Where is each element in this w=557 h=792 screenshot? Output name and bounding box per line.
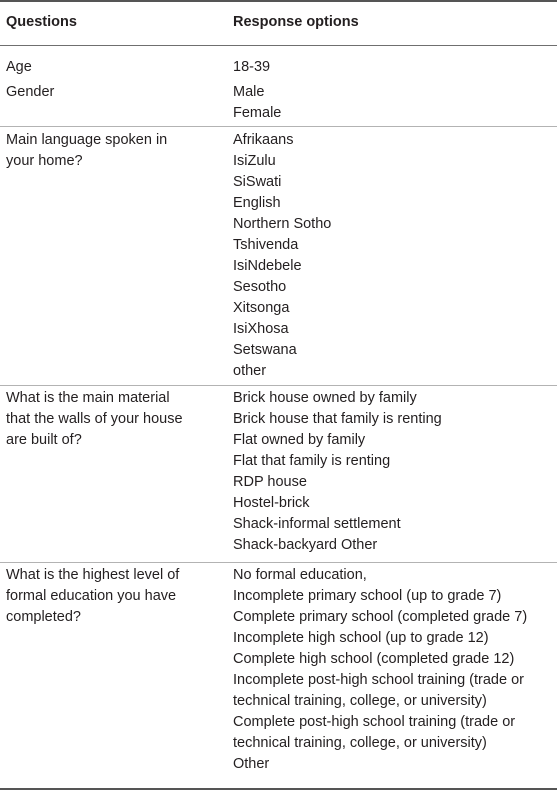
question-cell xyxy=(6,388,216,451)
table-header xyxy=(0,0,557,45)
option-line: Northern Sotho xyxy=(233,216,332,232)
option-line: Female xyxy=(233,105,282,121)
option-line: English xyxy=(233,195,281,211)
option-line: other xyxy=(233,363,267,379)
option-line: technical training, college, or university) xyxy=(233,735,487,751)
option-line: Incomplete post-high school training (trade or xyxy=(233,672,524,688)
question-line: your home? xyxy=(6,153,83,169)
option-line: RDP house xyxy=(233,474,307,490)
option-line: IsiZulu xyxy=(233,153,276,169)
question-cell xyxy=(6,565,216,628)
header-questions: Questions xyxy=(6,14,77,30)
table-bottom-rule xyxy=(0,788,557,790)
question-cell xyxy=(6,82,216,103)
question-line: are built of? xyxy=(6,432,82,448)
question-cell xyxy=(6,130,216,172)
option-line: Hostel-brick xyxy=(233,495,310,511)
option-line: Complete post-high school training (trade or xyxy=(233,714,516,730)
options-cell xyxy=(233,82,555,124)
question-line: that the walls of your house xyxy=(6,411,183,427)
option-line: Other xyxy=(233,756,270,772)
options-cell xyxy=(233,130,555,382)
option-line: No formal education, xyxy=(233,567,367,583)
option-line: IsiNdebele xyxy=(233,258,302,274)
option-line: Complete high school (completed grade 12) xyxy=(233,651,515,667)
options-cell xyxy=(233,57,555,78)
option-line: Xitsonga xyxy=(233,300,290,316)
option-line: IsiXhosa xyxy=(233,321,289,337)
option-line: SiSwati xyxy=(233,174,282,190)
option-line: Shack-informal settlement xyxy=(233,516,401,532)
option-line: Sesotho xyxy=(233,279,287,295)
option-line: technical training, college, or university) xyxy=(233,693,487,709)
question-cell xyxy=(6,57,216,78)
question-line: Main language spoken in xyxy=(6,132,168,148)
option-line: Afrikaans xyxy=(233,132,294,148)
row-divider xyxy=(0,562,557,563)
row-divider xyxy=(0,385,557,386)
option-line: Brick house that family is renting xyxy=(233,411,442,427)
question-line: What is the main material xyxy=(6,390,170,406)
question-line: Gender xyxy=(6,84,55,100)
question-line: What is the highest level of xyxy=(6,567,180,583)
options-cell xyxy=(233,565,555,775)
option-line: Incomplete high school (up to grade 12) xyxy=(233,630,489,646)
options-cell xyxy=(233,388,555,556)
question-line: Age xyxy=(6,59,32,75)
option-line: Brick house owned by family xyxy=(233,390,417,406)
option-line: Incomplete primary school (up to grade 7) xyxy=(233,588,502,604)
option-line: Flat that family is renting xyxy=(233,453,391,469)
header-rule xyxy=(0,45,557,46)
question-line: completed? xyxy=(6,609,81,625)
row-divider xyxy=(0,126,557,127)
option-line: Flat owned by family xyxy=(233,432,366,448)
option-line: 18-39 xyxy=(233,59,271,75)
option-line: Setswana xyxy=(233,342,297,358)
header-response-options: Response options xyxy=(233,14,359,30)
option-line: Complete primary school (completed grade 7) xyxy=(233,609,528,625)
option-line: Shack-backyard Other xyxy=(233,537,378,553)
option-line: Male xyxy=(233,84,265,100)
question-line: formal education you have xyxy=(6,588,177,604)
option-line: Tshivenda xyxy=(233,237,299,253)
